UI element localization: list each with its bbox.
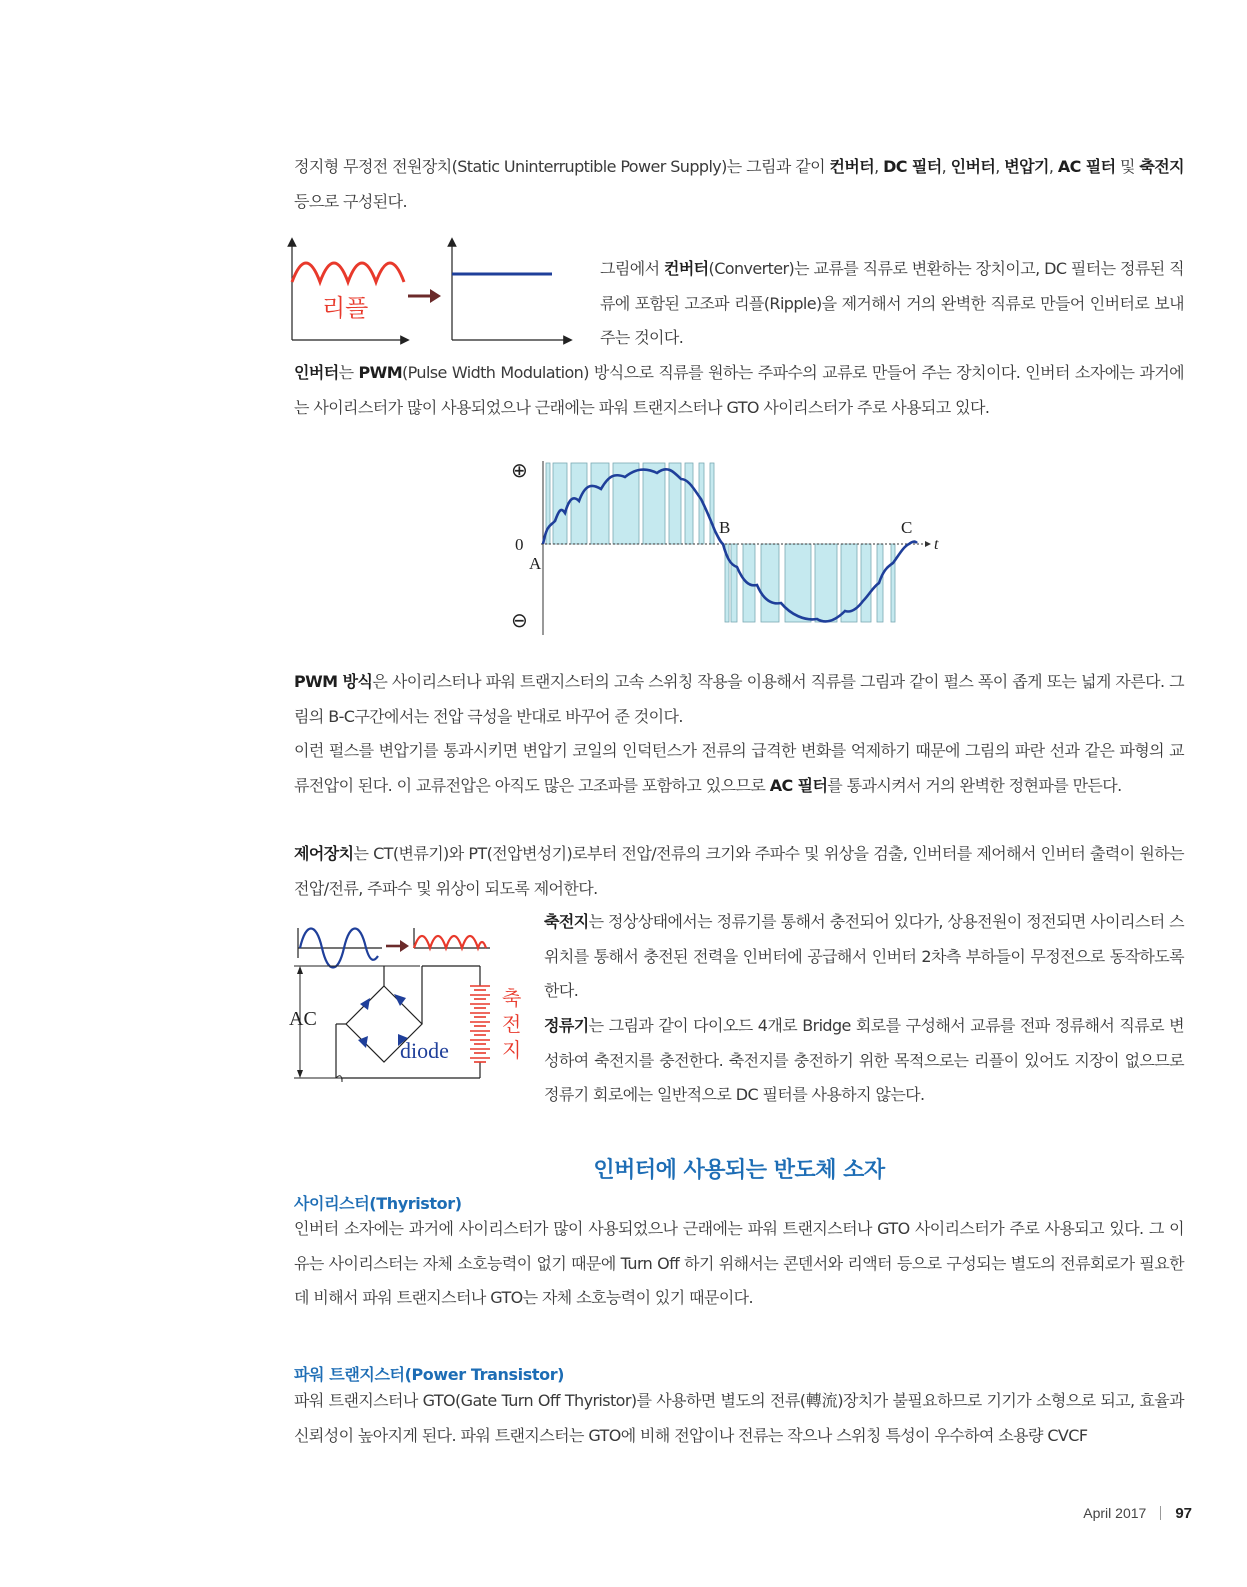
positive-pulse <box>685 463 693 544</box>
converter-paragraph: 그림에서 컨버터(Converter)는 교류를 직류로 변환하는 장치이고, DC 필터는 정류된 직류에 포함된 고조파 리플(Ripple)을 제거해서 거의 완벽한 직류로 만들어 인버터로 보내주는 것이다. <box>600 259 1184 347</box>
negative-pulse <box>891 544 895 622</box>
time-axis-label: t <box>934 536 939 553</box>
inverter-paragraph: 인버터는 PWM(Pulse Width Modulation) 방식으로 직류를 원하는 주파수의 교류로 만들어 주는 장치이다. 인버터 소자에는 과거에는 사이리스터가 많이 사용되었으나 근래에는 파워 트랜지스터나 GTO 사이리스터가 주로 사용되고 있다. <box>294 363 1185 417</box>
positive-pulse <box>553 463 567 544</box>
page-footer <box>1083 1505 1192 1522</box>
ripple-wave <box>292 263 404 282</box>
ac-label: AC <box>289 1008 317 1030</box>
positive-pulse <box>710 463 714 544</box>
ac-filter-paragraph: 이런 펄스를 변압기를 통과시키면 변압기 코일의 인덕턴스가 전류의 급격한 변화를 억제하기 때문에 그림의 파란 선과 같은 파형의 교류전압이 된다. 이 교류전압은 아직도 많은 고조파를 포함하고 있으므로 AC 필터를 통과시켜서 거의 완벽한 정현파를 만든다. <box>294 741 1184 795</box>
power-transistor-subheading: 파워 트랜지스터(Power Transistor) <box>294 1365 565 1384</box>
positive-pulse <box>591 463 609 544</box>
point-b-label: B <box>719 518 731 537</box>
control-paragraph: 제어장치는 CT(변류기)와 PT(전압변성기)로부터 전압/전류의 크기와 주파수 및 위상을 검출, 인버터를 제어해서 인버터 출력이 원하는 전압/전류, 주파수 및 위상이 되도록 제어한다. <box>294 844 1184 898</box>
negative-pulse <box>761 544 779 622</box>
battery-label-2: 전 <box>502 1012 522 1036</box>
power-transistor-paragraph: 파워 트랜지스터나 GTO(Gate Turn Off Thyristor)를 사용하면 별도의 전류(轉流)장치가 불필요하므로 기기가 소형으로 되고, 효율과 신뢰성이 높아지게 된다. 파워 트랜지스터는 GTO에 비해 전압이나 전류는 작으나 스위칭 특성이 우수하여 소용량 CVCF <box>294 1391 1184 1445</box>
point-c-label: C <box>901 518 913 537</box>
diode-label: diode <box>400 1038 449 1063</box>
battery-cells <box>470 986 490 1062</box>
negative-pulse <box>815 544 837 622</box>
ripple-label: 리플 <box>322 294 369 322</box>
point-a-label: A <box>529 554 542 573</box>
thyristor-subheading: 사이리스터(Thyristor) <box>294 1194 462 1213</box>
battery-label-3: 지 <box>502 1038 522 1062</box>
negative-pulse <box>731 544 737 622</box>
minus-symbol: ⊖ <box>511 608 528 632</box>
plus-symbol: ⊕ <box>511 458 528 482</box>
pwm-paragraph: PWM 방식은 사이리스터나 파워 트랜지스터의 고속 스위칭 작용을 이용해서 직류를 그림과 같이 펄스 폭이 좁게 또는 넓게 자른다. 그림의 B-C구간에서는 전압 극성을 반대로 바꾸어 준 것이다. <box>294 672 1184 726</box>
page-number: 97 <box>1175 1505 1192 1522</box>
intro-paragraph: 정지형 무정전 전원장치(Static Uninterruptible Power Supply)는 그림과 같이 컨버터, DC 필터, 인버터, 변압기, AC 필터 및 축전지 등으로 구성된다. <box>294 157 1184 211</box>
positive-pulse <box>643 463 665 544</box>
rectifier-paragraph: 정류기는 그림과 같이 다이오드 4개로 Bridge 회로를 구성해서 교류를 전파 정류해서 직류로 변성하여 축전지를 충전한다. 축전지를 충전하기 위한 목적으로는 리플이 있어도 지장이 없으므로 정류기 회로에는 일반적으로 DC 필터를 사용하지 않는다. <box>544 1016 1184 1104</box>
zero-label: 0 <box>515 535 524 554</box>
footer-divider <box>1160 1506 1161 1520</box>
battery-paragraph: 축전지는 정상상태에서는 정류기를 통해서 충전되어 있다가, 상용전원이 정전되면 사이리스터 스위치를 통해서 충전된 전력을 인버터에 공급해서 인버터 2차측 부하들이 무정전으로 동작하도록 한다. <box>544 912 1184 1000</box>
rectified-wave <box>414 936 486 948</box>
negative-pulse <box>861 544 871 622</box>
issue-date: April 2017 <box>1083 1505 1147 1521</box>
battery-label-1: 축 <box>502 986 522 1010</box>
positive-pulse <box>571 463 587 544</box>
thyristor-paragraph: 인버터 소자에는 과거에 사이리스터가 많이 사용되었으나 근래에는 파워 트랜지스터나 GTO 사이리스터가 주로 사용되고 있다. 그 이유는 사이리스터는 자체 소호능력이 없기 때문에 Turn Off 하기 위해서는 콘덴서와 리액터 등으로 구성되는 별도의 전류회로가 필요한데 비해서 파워 트랜지스터나 GTO는 자체 소호능력이 있기 때문이다. <box>294 1219 1184 1307</box>
rectifier-circuit-figure <box>290 922 530 1098</box>
pwm-waveform-figure <box>505 455 965 645</box>
section-title: 인버터에 사용되는 반도체 소자 <box>593 1158 885 1183</box>
